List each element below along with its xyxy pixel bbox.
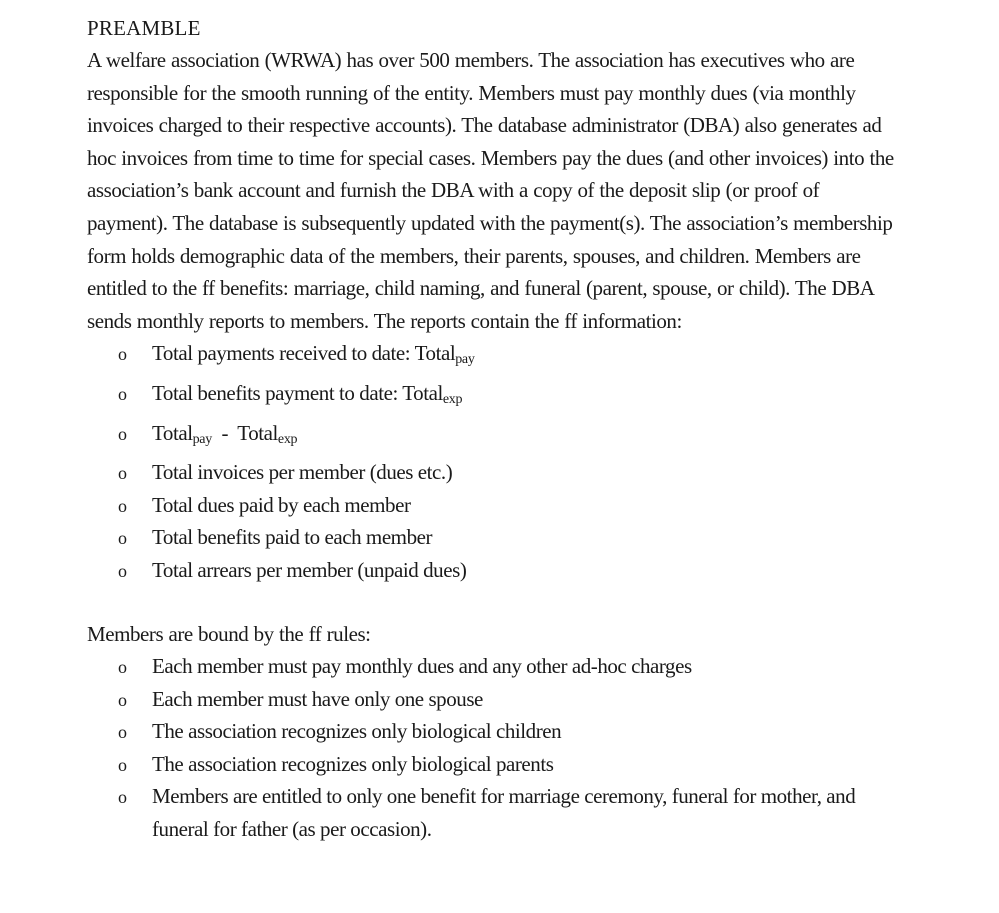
list-item (87, 417, 899, 457)
document-page (87, 12, 899, 846)
rules-intro: Members are bound by the ff rules: (87, 621, 371, 646)
list-item-text: - Total (211, 420, 278, 445)
list-item (87, 715, 899, 748)
bullet-icon: o (118, 560, 127, 581)
list-item-text: Total benefits payment to date: Total (152, 380, 443, 405)
list-item (87, 780, 899, 845)
list-item (87, 456, 899, 489)
list-item-text: Total invoices per member (dues etc.) (152, 460, 453, 485)
list-item (87, 337, 899, 377)
list-item (87, 650, 899, 683)
bullet-icon: o (118, 423, 127, 444)
list-item-text: Each member must have only one spouse (152, 686, 483, 711)
subscript: exp (277, 431, 298, 447)
list-item-text: Each member must pay monthly dues and any other ad-hoc charges (152, 654, 692, 679)
bullet-icon: o (118, 722, 127, 743)
bullet-icon: o (118, 463, 127, 484)
rules-list (87, 650, 899, 846)
reports-list (87, 337, 899, 586)
list-item (87, 489, 899, 522)
list-item-text: The association recognizes only biological parents (152, 751, 554, 776)
bullet-icon: o (118, 689, 127, 710)
list-item-text: Members are entitled to only one benefit for marriage ceremony, funeral for mother, and funeral for father (as per occasion). (152, 784, 856, 842)
list-item (87, 521, 899, 554)
bullet-icon: o (118, 528, 127, 549)
list-item (87, 683, 899, 716)
list-item-text: Total payments received to date: Total (152, 341, 456, 366)
list-item-text: Total benefits paid to each member (152, 525, 433, 550)
list-item (87, 554, 899, 587)
subscript: exp (442, 391, 463, 407)
list-item-text: Total dues paid by each member (152, 492, 411, 517)
list-item-text: Total (152, 420, 193, 445)
bullet-icon: o (118, 383, 127, 404)
list-item-text: Total arrears per member (unpaid dues) (152, 557, 467, 582)
bullet-icon: o (118, 657, 127, 678)
list-item (87, 377, 899, 417)
bullet-icon: o (118, 495, 127, 516)
bullet-icon: o (118, 344, 127, 365)
subscript: pay (455, 352, 475, 368)
bullet-icon: o (118, 754, 127, 775)
list-item (87, 748, 899, 781)
list-item-text: The association recognizes only biological children (152, 719, 562, 744)
preamble-heading: PREAMBLE (87, 16, 201, 40)
subscript: pay (192, 431, 212, 447)
intro-paragraph: A welfare association (WRWA) has over 500 members. The association has executives who are responsible for the smooth running of the entity. Members must pay monthly dues (via monthly invoices charged to their respective accounts). The database administrator (DBA) also generates ad hoc invoices from time to time for special cases. Members pay the dues (and other invoices) into the association’s bank account and furnish the DBA with a copy of the deposit slip (or proof of payment). The database is subsequently updated with the payment(s). The association’s membership form holds demographic data of the members, their parents, spouses, and children. Members are entitled to the ff benefits: marriage, child naming, and funeral (parent, spouse, or child). The DBA sends monthly reports to members. The reports contain the ff information: (87, 48, 894, 333)
bullet-icon: o (118, 787, 127, 808)
